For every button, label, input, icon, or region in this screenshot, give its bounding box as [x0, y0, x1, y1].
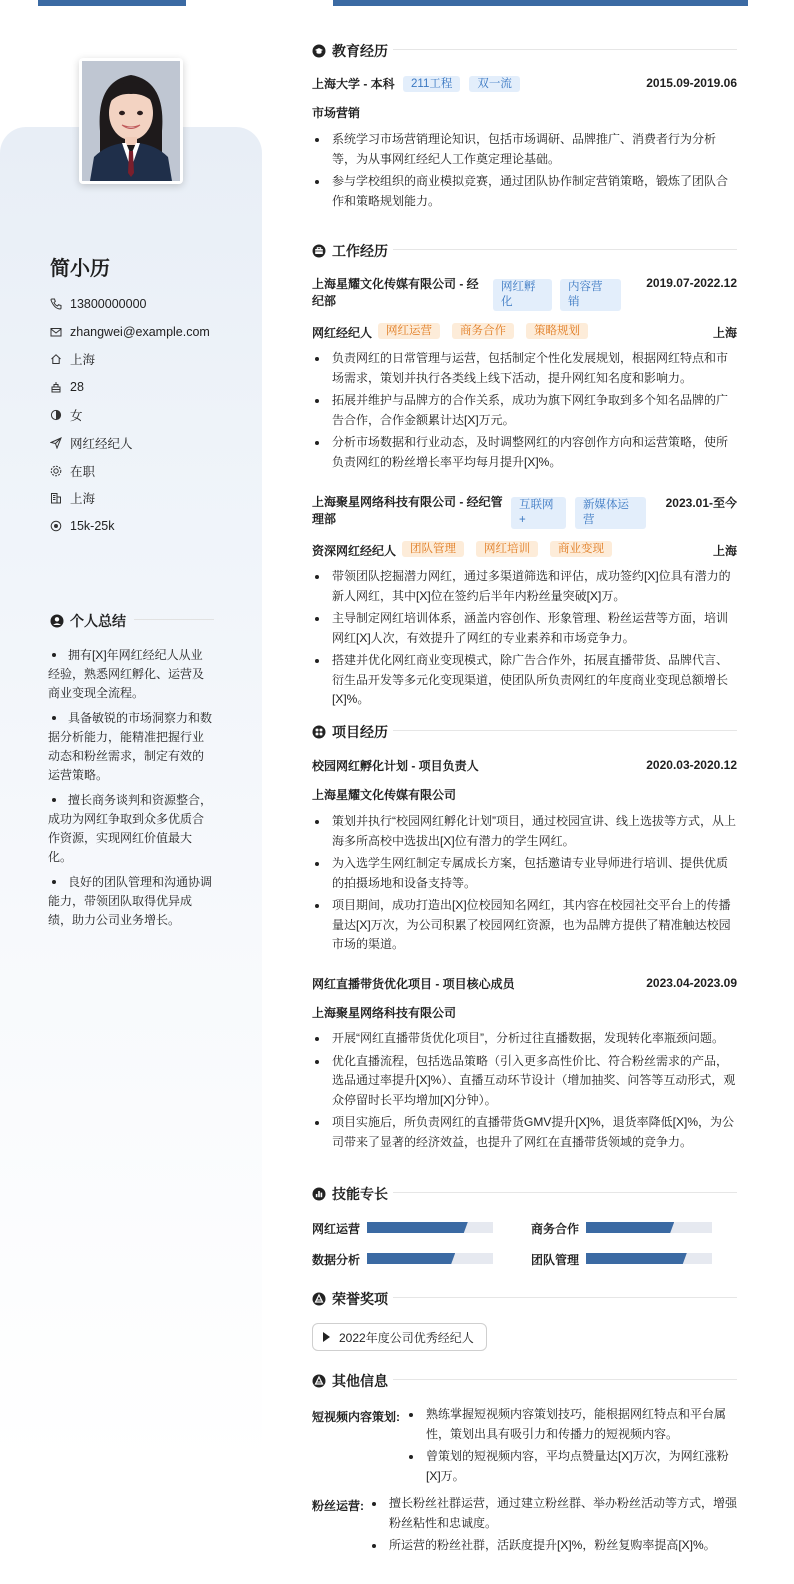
send-icon [50, 437, 62, 449]
list-item: 带领团队挖掘潜力网红，通过多渠道筛选和评估，成功签约[X]位具有潜力的新人网红，其中[X]位在签约后半年内粉丝量突破[X]万。 [312, 567, 737, 606]
list-item: 项目实施后，所负责网红的直播带货GMV提升[X]%，退货率降低[X]%，为公司带来了显著的经济效益，也提升了网红在直播带货领域的竞争力。 [312, 1113, 737, 1152]
tag: 互联网+ [511, 497, 566, 529]
project-date: 2023.04-2023.09 [646, 976, 737, 990]
portrait-image [82, 61, 180, 181]
list-item: 优化直播流程，包括选品策略（引入更多高性价比、符合粉丝需求的产品，选品通过率提升[X]%）、直播互动环节设计（增加抽奖、问答等互动形式，观众停留时长平均增加[X]分钟）。 [312, 1052, 737, 1111]
top-accent-bar-right [333, 0, 748, 6]
awards-divider [393, 1297, 737, 1298]
education-school: 上海大学 - 本科 [312, 77, 395, 91]
contact-location [50, 346, 210, 374]
contact-text: 15k-25k [70, 519, 115, 534]
project-org: 上海星耀文化传媒有限公司 [312, 788, 457, 802]
avatar [79, 58, 183, 184]
contact-text: 28 [70, 380, 84, 395]
contact-text: 上海 [70, 492, 96, 507]
skill-name: 网红运营 [312, 1222, 361, 1236]
contact-status [50, 457, 210, 485]
list-item: 为入选学生网红制定专属成长方案，包括邀请专业导师进行培训、提供优质的拍摄场地和设备支持等。 [312, 854, 737, 893]
education-bullets [312, 130, 737, 214]
tag: 商业变现 [550, 541, 612, 557]
skill-name: 商务合作 [531, 1222, 580, 1236]
awards-heading: 荣誉奖项 [312, 1289, 388, 1309]
list-item: 所运营的粉丝社群，活跃度提升[X]%，粉丝复购率提高[X]%。 [369, 1536, 737, 1556]
mail-icon [50, 326, 62, 338]
other-divider [393, 1379, 737, 1380]
list-item: 搭建并优化网红商业变现模式，除广告合作外，拓展直播带货、品牌代言、衍生品开发等多元化变现渠道，使团队所负责网红的年度商业变现总额增长[X]%。 [312, 651, 737, 710]
contact-text: 女 [70, 409, 83, 424]
job-date: 2019.07-2022.12 [646, 276, 737, 290]
skills-divider [393, 1192, 737, 1193]
education-heading: 教育经历 [312, 41, 388, 61]
play-icon [323, 1332, 330, 1342]
top-accent-bar-left [38, 0, 186, 6]
work-heading: 工作经历 [312, 241, 388, 261]
skill-bar [586, 1222, 712, 1233]
home-icon [50, 353, 62, 365]
status-icon [50, 465, 62, 477]
contact-salary [50, 512, 210, 540]
contact-age [50, 373, 210, 401]
list-item: 主导制定网红培训体系，涵盖内容创作、形象管理、粉丝运营等方面，培训网红[X]人次，有效提升了网红的专业素养和市场竞争力。 [312, 609, 737, 648]
list-item: 具备敏锐的市场洞察力和数据分析能力，能精准把握行业动态和粉丝需求，制定有效的运营策略。 [48, 711, 213, 782]
job-tags [511, 497, 646, 529]
work-divider [393, 249, 737, 250]
list-item: 曾策划的短视频内容，平均点赞量达[X]万次，为网红涨粉[X]万。 [406, 1447, 737, 1486]
projects-heading: 项目经历 [312, 722, 388, 742]
skill-name: 团队管理 [531, 1253, 580, 1267]
skill-bar-fill [367, 1222, 468, 1233]
contact-list [50, 290, 210, 540]
project-name: 网红直播带货优化项目 - 项目核心成员 [312, 977, 515, 991]
tag: 网红孵化 [493, 279, 552, 311]
tag: 策略规划 [526, 323, 588, 339]
job-company: 上海星耀文化传媒有限公司 - 经纪部 [312, 277, 479, 308]
award-icon [312, 1292, 326, 1306]
project-bullets [312, 812, 737, 958]
tag: 211工程 [403, 76, 460, 92]
job-bullets [312, 349, 737, 475]
job-role: 网红经纪人 [312, 326, 373, 340]
list-item: 项目期间，成功打造出[X]位校园知名网红，其内容在校园社交平台上的传播量达[X]万次，为公司积累了校园网红资源，也为品牌方提供了精准触达校园市场的渠道。 [312, 896, 737, 955]
phone-icon [50, 298, 62, 310]
other-heading: 其他信息 [312, 1371, 388, 1391]
job-date: 2023.01-至今 [665, 496, 737, 510]
building-icon [50, 492, 62, 504]
tag: 新媒体运营 [575, 497, 646, 529]
tag: 内容营销 [560, 279, 621, 311]
age-icon [50, 381, 62, 393]
project-org: 上海聚星网络科技有限公司 [312, 1006, 457, 1020]
education-divider [393, 49, 737, 50]
list-item: 分析市场数据和行业动态，及时调整网红的内容创作方向和运营策略，使所负责网红的粉丝增长率平均每月提升[X]%。 [312, 433, 737, 472]
award-item[interactable]: 2022年度公司优秀经纪人 [312, 1323, 487, 1351]
briefcase-icon [312, 244, 326, 258]
contact-text: 在职 [70, 464, 96, 479]
gender-icon [50, 409, 62, 421]
contact-position [50, 429, 210, 457]
list-item: 擅长商务谈判和资源整合，成功为网红争取到众多优质合作资源，实现网红价值最大化。 [48, 793, 213, 864]
skill-bar [367, 1222, 493, 1233]
contact-phone [50, 290, 210, 318]
list-item: 开展“网红直播带货优化项目”，分析过往直播数据，发现转化率瓶颈问题。 [312, 1029, 737, 1049]
contact-text: 上海 [70, 353, 96, 368]
skill-bar-fill [586, 1253, 687, 1264]
user-circle-icon [50, 614, 64, 628]
skills-heading: 技能专长 [312, 1184, 388, 1204]
list-item: 拓展并维护与品牌方的合作关系，成功为旗下网红争取到多个知名品牌的广告合作，合作金额累计达[X]万元。 [312, 391, 737, 430]
list-item: 参与学校组织的商业模拟竞赛，通过团队协作制定营销策略，锻炼了团队合作和策略规划能力。 [312, 172, 737, 211]
job-company: 上海聚星网络科技有限公司 - 经纪管理部 [312, 495, 503, 526]
skill-bar-fill [367, 1253, 455, 1264]
job-skill-tags [402, 541, 612, 557]
summary-divider [134, 619, 214, 620]
projects-divider [393, 730, 737, 731]
bar-chart-icon [312, 1187, 326, 1201]
tag: 团队管理 [402, 541, 464, 557]
project-date: 2020.03-2020.12 [646, 758, 737, 772]
list-item: 熟练掌握短视频内容策划技巧，能根据网红特点和平台属性，策划出具有吸引力和传播力的短视频内容。 [406, 1405, 737, 1444]
education-major: 市场营销 [312, 106, 361, 120]
skill-bar-fill [586, 1222, 674, 1233]
other-group-label: 粉丝运营: [312, 1499, 364, 1513]
job-role: 资深网红经纪人 [312, 544, 397, 558]
job-skill-tags [378, 323, 588, 339]
other-group-label: 短视频内容策划: [312, 1410, 400, 1424]
list-item: 良好的团队管理和沟通协调能力，带领团队取得优异成绩，助力公司业务增长。 [48, 875, 213, 927]
tag: 网红培训 [476, 541, 538, 557]
grid-icon [312, 725, 326, 739]
job-city: 上海 [712, 544, 737, 558]
tag: 双一流 [469, 76, 520, 92]
contact-text: zhangwei@example.com [70, 324, 210, 339]
project-bullets [312, 1029, 737, 1155]
contact-text: 网红经纪人 [70, 436, 133, 451]
education-tags [403, 76, 520, 92]
job-tags [493, 279, 621, 311]
skill-name: 数据分析 [312, 1253, 361, 1267]
list-item: 负责网红的日常管理与运营，包括制定个性化发展规划，根据网红特点和市场需求，策划并执行各类线上线下活动，提升网红知名度和影响力。 [312, 349, 737, 388]
graduation-cap-icon [312, 44, 326, 58]
contact-gender [50, 401, 210, 429]
other-group-bullets [369, 1494, 737, 1559]
summary-list [48, 646, 213, 936]
list-item: 擅长粉丝社群运营，通过建立粉丝群、举办粉丝活动等方式，增强粉丝粘性和忠诚度。 [369, 1494, 737, 1533]
other-group-bullets [406, 1405, 737, 1489]
project-name: 校园网红孵化计划 - 项目负责人 [312, 759, 479, 773]
education-date: 2015.09-2019.06 [646, 76, 737, 90]
list-item: 拥有[X]年网红经纪人从业经验，熟悉网红孵化、运营及商业变现全流程。 [48, 648, 205, 700]
info-icon [312, 1374, 326, 1388]
skill-bar [586, 1253, 712, 1264]
contact-email [50, 318, 210, 346]
job-city: 上海 [712, 326, 737, 340]
candidate-name: 简小历 [50, 258, 110, 280]
skill-bar [367, 1253, 493, 1264]
list-item: 策划并执行“校园网红孵化计划”项目，通过校园宣讲、线上选拔等方式，从上海多所高校中选拔出[X]位有潜力的学生网红。 [312, 812, 737, 851]
tag: 网红运营 [378, 323, 440, 339]
summary-heading: 个人总结 [50, 611, 126, 631]
contact-work-city [50, 485, 210, 513]
tag: 商务合作 [452, 323, 514, 339]
salary-icon [50, 520, 62, 532]
list-item: 系统学习市场营销理论知识，包括市场调研、品牌推广、消费者行为分析等，为从事网红经纪人工作奠定理论基础。 [312, 130, 737, 169]
contact-text: 13800000000 [70, 296, 147, 311]
job-bullets [312, 567, 737, 713]
